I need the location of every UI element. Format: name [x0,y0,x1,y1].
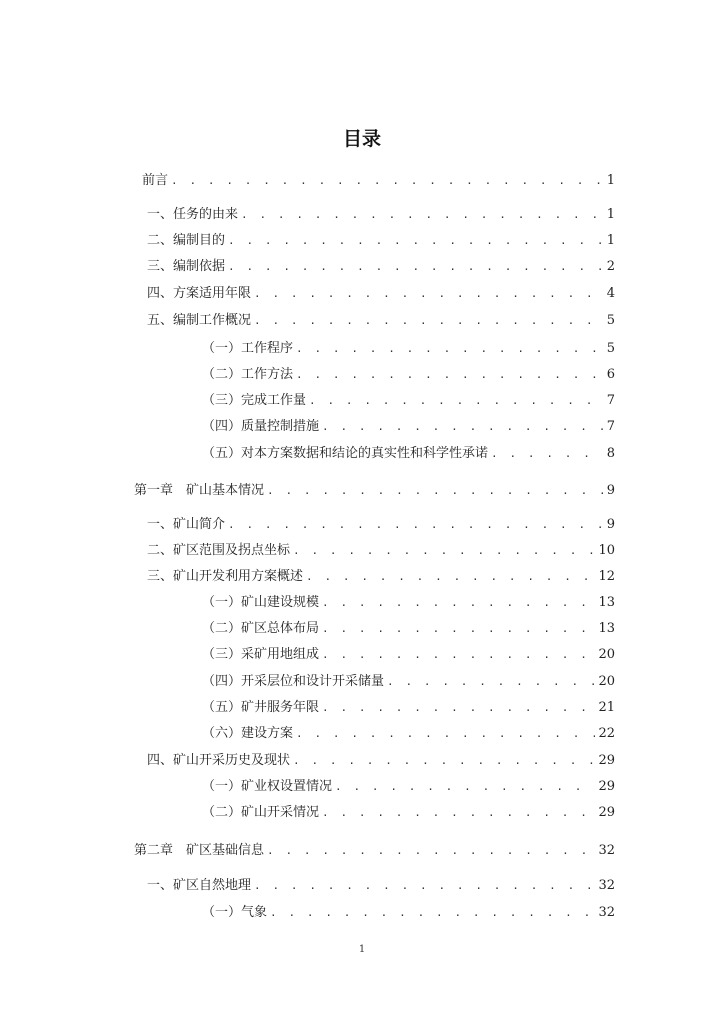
toc-entry-title: （二）工作方法 [202,367,294,382]
toc-entry[interactable] [202,591,615,611]
toc-entry-title: （五）矿井服务年限 [202,700,320,715]
toc-entry-title: 一、任务的由来 [147,207,239,222]
toc-entry-page: 20 [598,647,615,662]
toc-entry-page: 5 [606,313,615,328]
toc-leader-dots [267,844,595,857]
toc-entry-title: （四）质量控制措施 [202,419,320,434]
toc-leader-dots [171,174,604,187]
toc-entry[interactable] [202,722,615,742]
toc-leader-dots [293,754,595,767]
toc-leader-dots [254,314,604,327]
toc-entry-title: （一）工作程序 [202,341,294,356]
toc-entry-page: 7 [606,393,615,408]
toc-leader-dots [228,260,604,273]
toc-entry-title: （一）矿业权设置情况 [202,779,333,794]
toc-entry[interactable] [147,565,615,585]
toc-entry[interactable] [202,363,615,383]
toc-entry-page: 7 [606,419,615,434]
toc-entry-title: （一）气象 [202,905,268,920]
toc-entry-title: （三）完成工作量 [202,393,307,408]
toc-entry-page: 1 [606,207,615,222]
toc-leader-dots [322,806,595,819]
toc-entry[interactable] [202,801,615,821]
toc-entry-title: 三、编制依据 [147,259,226,274]
toc-entry-page: 32 [598,878,615,893]
toc-entry-page: 13 [598,595,615,610]
toc-entry-title: 二、矿区范围及拐点坐标 [147,543,291,558]
toc-entry[interactable] [202,442,615,462]
toc-entry-page: 13 [598,621,615,636]
toc-entry-title: 一、矿山简介 [147,517,226,532]
toc-entry-title: （四）开采层位和设计开采储量 [202,674,385,689]
toc-leader-dots [309,394,604,407]
toc-entry-page: 2 [606,259,615,274]
toc-entry[interactable] [202,901,615,921]
toc-entry[interactable] [202,670,615,690]
toc-leader-dots [267,484,604,497]
toc-entry[interactable] [147,539,615,559]
toc-entry[interactable] [147,749,615,769]
toc-leader-dots [296,727,595,740]
toc-entry-page: 5 [606,341,615,356]
toc-entry[interactable] [202,389,615,409]
toc-leader-dots [296,342,604,355]
toc-entry[interactable] [147,229,615,249]
toc-entry-page: 22 [598,726,615,741]
toc-entry[interactable] [147,203,615,223]
toc-entry-page: 32 [598,905,615,920]
page-number: 1 [358,944,366,955]
toc-entry-title: 三、矿山开发利用方案概述 [147,569,304,584]
toc-leader-dots [322,701,595,714]
toc-leader-dots [228,518,604,531]
toc-leader-dots [293,544,595,557]
toc-entry-page: 1 [606,173,615,188]
toc-entry[interactable] [147,255,615,275]
toc-entry-page: 8 [606,446,615,461]
toc-entry-page: 1 [606,233,615,248]
toc-entry[interactable] [134,839,615,859]
toc-entry[interactable] [142,169,615,189]
toc-entry-title: （一）矿山建设规模 [202,595,320,610]
toc-entry[interactable] [202,643,615,663]
toc-entry-title: 二、编制目的 [147,233,226,248]
toc-entry-page: 29 [598,779,615,794]
toc-entry-page: 9 [606,517,615,532]
toc-entry[interactable] [202,696,615,716]
toc-leader-dots [296,368,604,381]
toc-leader-dots [228,234,604,247]
toc-entry[interactable] [202,415,615,435]
toc-entry-title: （五）对本方案数据和结论的真实性和科学性承诺 [202,446,489,461]
toc-entry-page: 9 [606,483,615,498]
toc-leader-dots [322,596,595,609]
toc-leader-dots [335,780,595,793]
toc-leader-dots [241,208,604,221]
toc-entry-title: 第一章 矿山基本情况 [134,483,265,498]
toc-entry[interactable] [147,874,615,894]
toc-entry-page: 10 [598,543,615,558]
toc-entry-title: （二）矿山开采情况 [202,805,320,820]
toc-entry-page: 12 [598,569,615,584]
toc-entry[interactable] [147,309,615,329]
toc-title: 目录 [342,128,381,150]
toc-entry-title: 五、编制工作概况 [147,313,252,328]
toc-entry[interactable] [202,337,615,357]
toc-entry-page: 21 [598,700,615,715]
toc-entry-page: 4 [606,286,615,301]
toc-leader-dots [254,879,595,892]
toc-leader-dots [322,622,595,635]
toc-entry-page: 29 [598,753,615,768]
toc-entry-title: （六）建设方案 [202,726,294,741]
toc-entry-title: 前言 [142,173,169,188]
toc-entry-title: 一、矿区自然地理 [147,878,252,893]
toc-leader-dots [322,420,604,433]
toc-leader-dots [491,447,604,460]
toc-entry-title: （二）矿区总体布局 [202,621,320,636]
toc-entry-title: （三）采矿用地组成 [202,647,320,662]
toc-entry-page: 6 [606,367,615,382]
toc-entry[interactable] [147,513,615,533]
toc-entry-title: 四、方案适用年限 [147,286,252,301]
toc-leader-dots [270,906,595,919]
toc-leader-dots [254,287,604,300]
toc-leader-dots [322,648,595,661]
toc-entry-page: 20 [598,674,615,689]
toc-entry-page: 32 [598,843,615,858]
toc-entry-title: 第二章 矿区基础信息 [134,843,265,858]
toc-entry-title: 四、矿山开采历史及现状 [147,753,291,768]
toc-leader-dots [387,675,595,688]
toc-entry[interactable] [202,617,615,637]
toc-entry-page: 29 [598,805,615,820]
toc-entry[interactable] [147,282,615,302]
toc-entry[interactable] [202,775,615,795]
toc-leader-dots [306,570,595,583]
toc-entry[interactable] [134,479,615,499]
